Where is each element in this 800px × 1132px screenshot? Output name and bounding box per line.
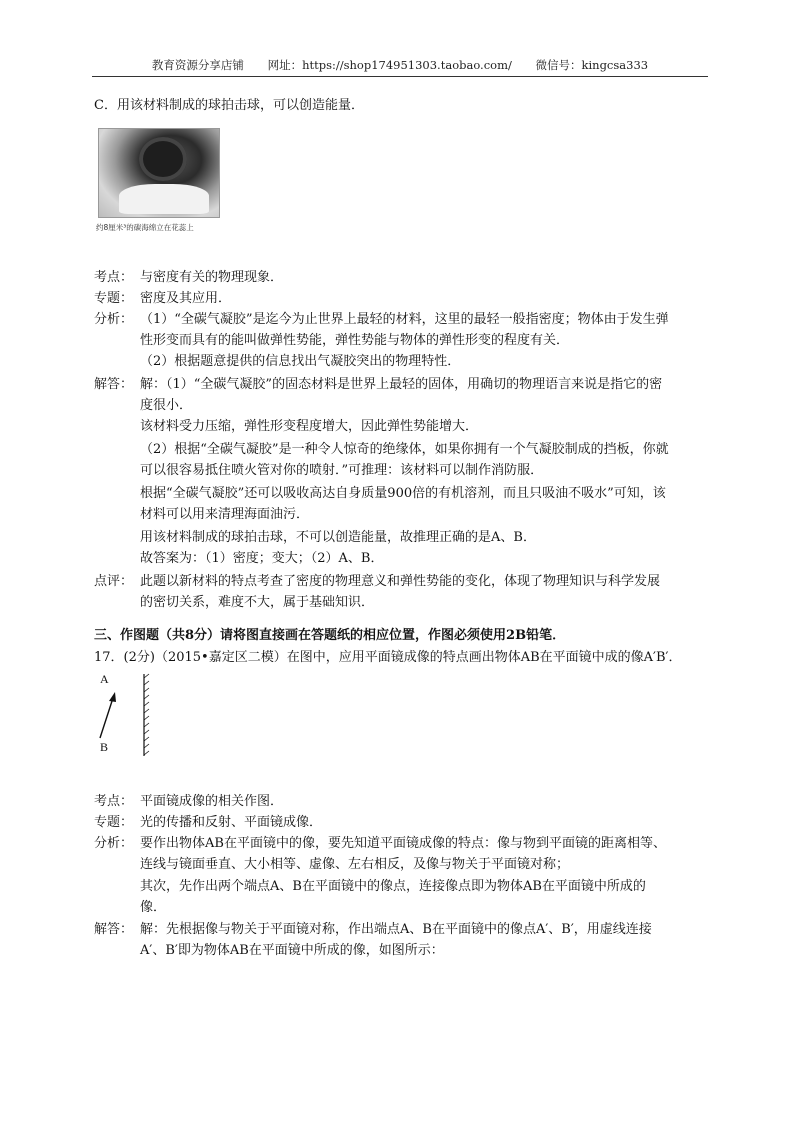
jieda-text-1a: 解：（1）“全碳气凝胶”的固态材料是世界上最轻的固体，用确切的物理语言来说是指它的密	[140, 377, 663, 392]
jieda-label: 解答：	[94, 377, 134, 392]
q16-dianping	[94, 572, 714, 592]
fenxi-text-1a: （1）“全碳气凝胶”是迄今为止世界上最轻的材料，这里的最轻一般指密度；物体由于发生弹	[140, 312, 669, 327]
zhuanti-label: 专题：	[94, 815, 134, 830]
mirror-figure	[94, 672, 164, 757]
dianping-text-a: 此题以新材料的特点考查了密度的物理意义和弹性势能的变化，体现了物理知识与科学发展	[140, 574, 661, 589]
jieda-text-4b: 材料可以用来清理海面油污．	[140, 507, 310, 522]
flower-shape	[119, 184, 209, 214]
jieda-text-6: 故答案为：（1）密度；变大；（2）A、B．	[140, 551, 384, 566]
q17-kaodian	[94, 792, 714, 812]
zhuanti-text: 光的传播和反射、平面镜成像．	[140, 815, 323, 830]
section-3-title: 三、作图题（共8分）请将图直接画在答题纸的相应位置，作图必须使用2B铅笔．	[94, 628, 566, 643]
header-wechat: 微信号：kingcsa333	[535, 58, 649, 72]
fenxi-text-1b: 性形变而具有的能叫做弹性势能，弹性势能与物体的弹性形变的程度有关．	[140, 333, 570, 348]
label-b: B	[100, 740, 109, 754]
dianping-text-b: 的密切关系，难度不大，属于基础知识．	[140, 595, 375, 610]
jieda-text-a: 解：先根据像与物关于平面镜对称，作出端点A、B在平面镜中的像点A′、B′，用虚线连接	[140, 922, 652, 937]
photo-caption: 约8厘米³的碳海绵立在花蕊上	[96, 223, 194, 232]
header-url: 网址：https://shop174951303.taobao.com/	[267, 58, 512, 72]
q16-fenxi	[94, 310, 714, 330]
jieda-text-1b: 度很小．	[140, 398, 193, 413]
fenxi-text-2b: 像．	[140, 900, 167, 915]
q16-zhuanti	[94, 289, 714, 309]
label-a: A	[100, 672, 109, 686]
kaodian-text: 与密度有关的物理现象．	[140, 270, 284, 285]
jieda-text-2: 该材料受力压缩，弹性形变程度增大，因此弹性势能增大．	[140, 419, 479, 434]
jieda-text-3a: （2）根据“全碳气凝胶”是一种令人惊奇的绝缘体，如果你拥有一个气凝胶制成的挡板，你就	[140, 442, 669, 457]
jieda-label: 解答：	[94, 922, 134, 937]
carbon-aerogel-photo	[98, 128, 220, 218]
jieda-text-4a: 根据“全碳气凝胶”还可以吸收高达自身质量900倍的有机溶剂，而且只吸油不吸水”可知，该	[140, 486, 666, 501]
jieda-text-5: 用该材料制成的球拍击球，不可以创造能量，故推理正确的是A、B．	[140, 530, 536, 545]
q17-zhuanti	[94, 813, 714, 833]
header-shop: 教育资源分享店铺	[151, 58, 244, 72]
q17-fenxi	[94, 834, 714, 854]
fenxi-label: 分析：	[94, 836, 134, 851]
q17-jieda	[94, 920, 714, 940]
kaodian-label: 考点：	[94, 270, 134, 285]
q17-stem: 17．(2分)（2015•嘉定区二模）在图中，应用平面镜成像的特点画出物体AB在平面镜中成的像A′B′．	[94, 650, 682, 665]
q16-kaodian	[94, 268, 714, 288]
q16-option-c: C．用该材料制成的球拍击球，可以创造能量．	[94, 98, 364, 113]
fenxi-text-1b: 连线与镜面垂直、大小相等、虚像、左右相反，及像与物关于平面镜对称；	[140, 857, 570, 872]
object-arrowhead	[109, 692, 116, 702]
dianping-label: 点评：	[94, 574, 134, 589]
zhuanti-text: 密度及其应用．	[140, 291, 232, 306]
fenxi-text-2a: 其次，先作出两个端点A、B在平面镜中的像点，连接像点即为物体AB在平面镜中所成的	[140, 879, 646, 894]
kaodian-label: 考点：	[94, 794, 134, 809]
page-header	[92, 56, 708, 77]
aerogel-block-shape	[139, 137, 187, 181]
mirror-hatching	[144, 674, 149, 755]
object-ab-line	[100, 698, 113, 738]
jieda-text-b: A′、B′即为物体AB在平面镜中所成的像，如图所示：	[140, 943, 444, 958]
zhuanti-label: 专题：	[94, 291, 134, 306]
fenxi-text-2: （2）根据题意提供的信息找出气凝胶突出的物理特性．	[140, 354, 461, 369]
kaodian-text: 平面镜成像的相关作图．	[140, 794, 284, 809]
q16-jieda	[94, 375, 714, 395]
jieda-text-3b: 可以很容易抵住喷火管对你的喷射．”可推理：该材料可以制作消防服．	[140, 463, 544, 478]
fenxi-text-1a: 要作出物体AB在平面镜中的像，要先知道平面镜成像的特点：像与物到平面镜的距离相等、	[140, 836, 666, 851]
fenxi-label: 分析：	[94, 312, 134, 327]
